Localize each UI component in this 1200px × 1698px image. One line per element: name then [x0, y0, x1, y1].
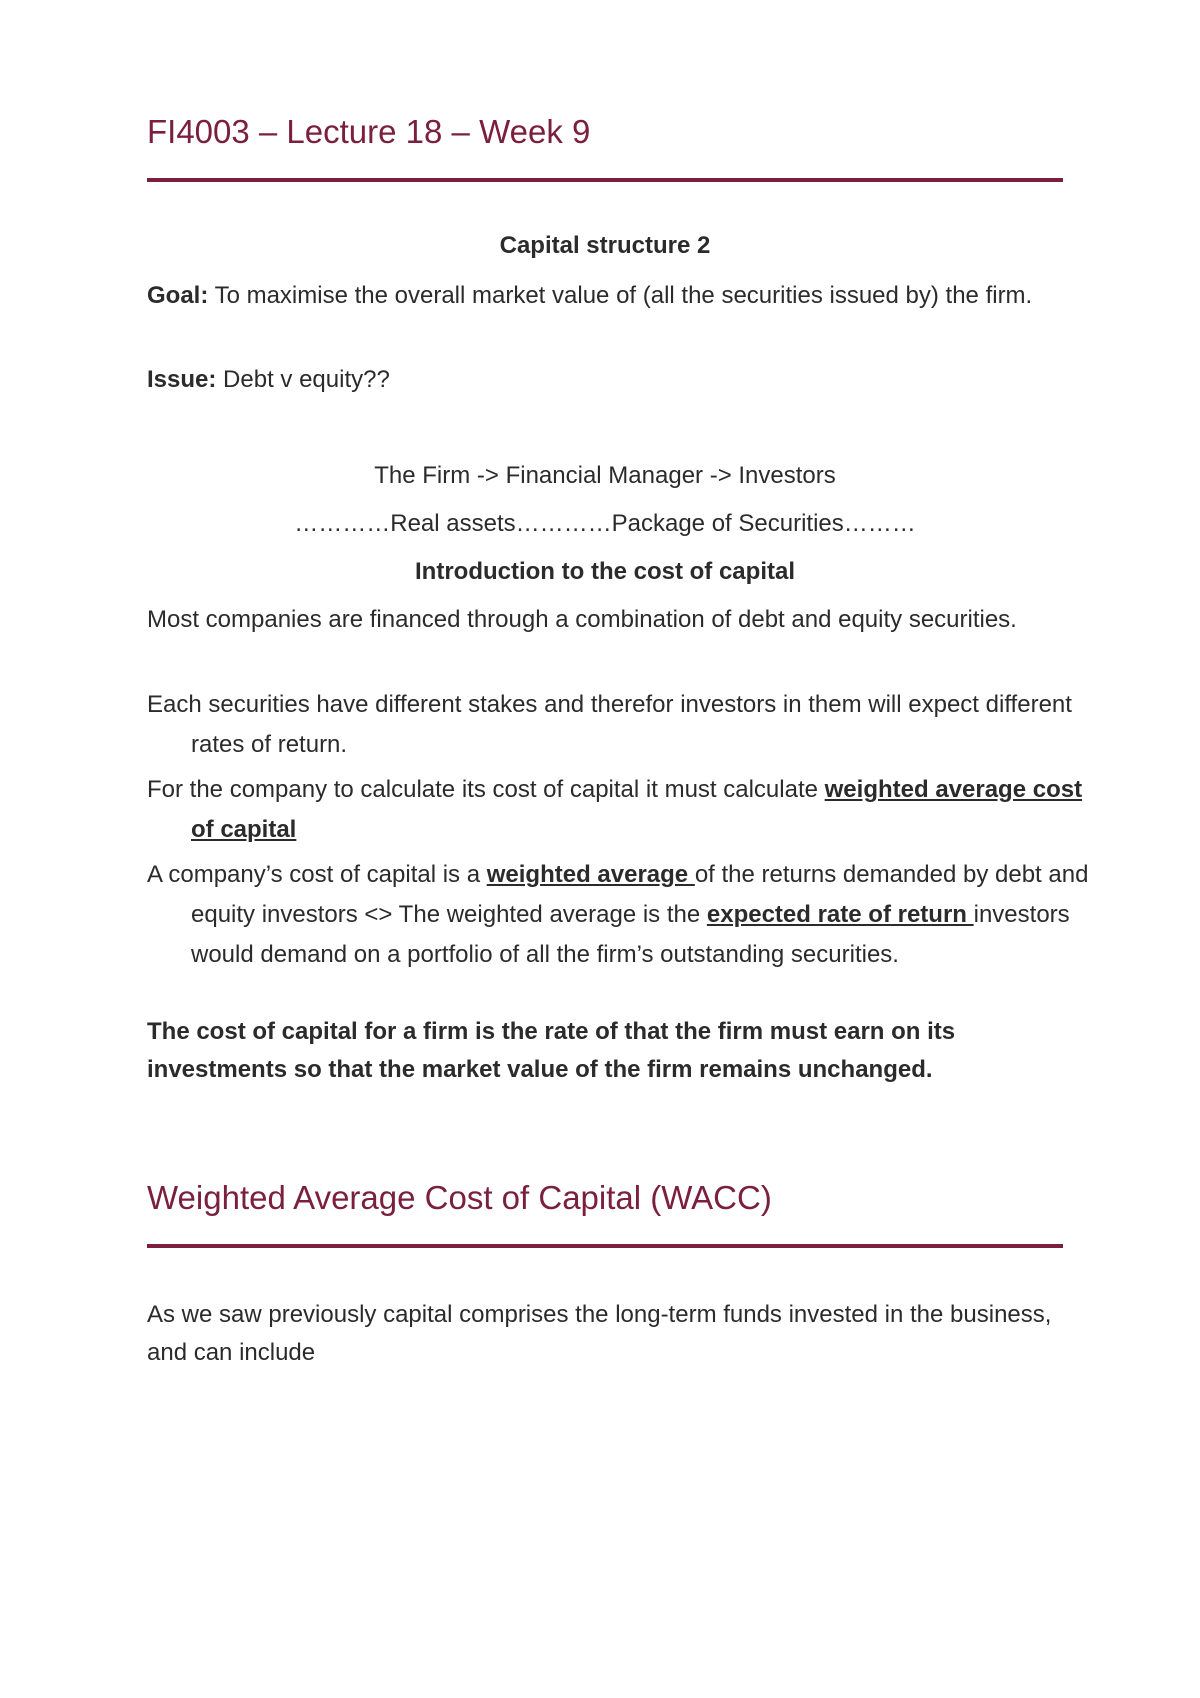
paragraph-securities: Each securities have different stakes and therefor investors in them will expect different rates of return. [147, 691, 1072, 758]
paragraph-wacc-intro [147, 770, 1107, 850]
page-title: FI4003 – Lecture 18 – Week 9 [147, 113, 591, 150]
paragraph-financing: Most companies are financed through a combination of debt and equity securities. [147, 606, 1017, 633]
paragraph-capital-comprises: As we saw previously capital comprises the long-term funds invested in the business, and can include [147, 1301, 1052, 1366]
weighted-text-b: of the returns demanded by debt and equity investors <> The weighted average is the [191, 861, 1089, 928]
cost-of-capital-definition: The cost of capital for a firm is the rate of that the firm must earn on its investments so that the market value of the firm remains unchanged. [147, 1018, 956, 1083]
weighted-text-a: A company’s cost of capital is a [147, 861, 487, 888]
section-subtitle: Capital structure 2 [499, 232, 711, 259]
weighted-average-term: weighted average [486, 861, 695, 888]
issue-paragraph [147, 360, 1063, 400]
paragraph-weighted-average [147, 855, 1107, 975]
flow-line: The Firm -> Financial Manager -> Investors [374, 462, 836, 489]
wacc-divider [147, 1244, 1063, 1248]
paragraph-wacc-text: For the company to calculate its cost of capital it must calculate [147, 776, 825, 803]
issue-label: Issue: [147, 366, 217, 393]
issue-text: Debt v equity?? [216, 366, 390, 393]
wacc-term: weighted average cost of capital [191, 776, 1083, 843]
goal-label: Goal: [147, 282, 209, 309]
expected-return-term: expected rate of return [706, 901, 974, 928]
title-divider [147, 178, 1063, 182]
goal-text: To maximise the overall market value of (all the securities issued by) the firm. [208, 282, 1033, 309]
wacc-heading: Weighted Average Cost of Capital (WACC) [147, 1179, 772, 1216]
weighted-text-c: investors would demand on a portfolio of all the firm’s outstanding securities. [191, 901, 1070, 968]
goal-paragraph [147, 276, 1107, 316]
flow-subline: …………Real assets…………Package of Securities……… [294, 510, 916, 537]
intro-heading: Introduction to the cost of capital [415, 558, 795, 585]
